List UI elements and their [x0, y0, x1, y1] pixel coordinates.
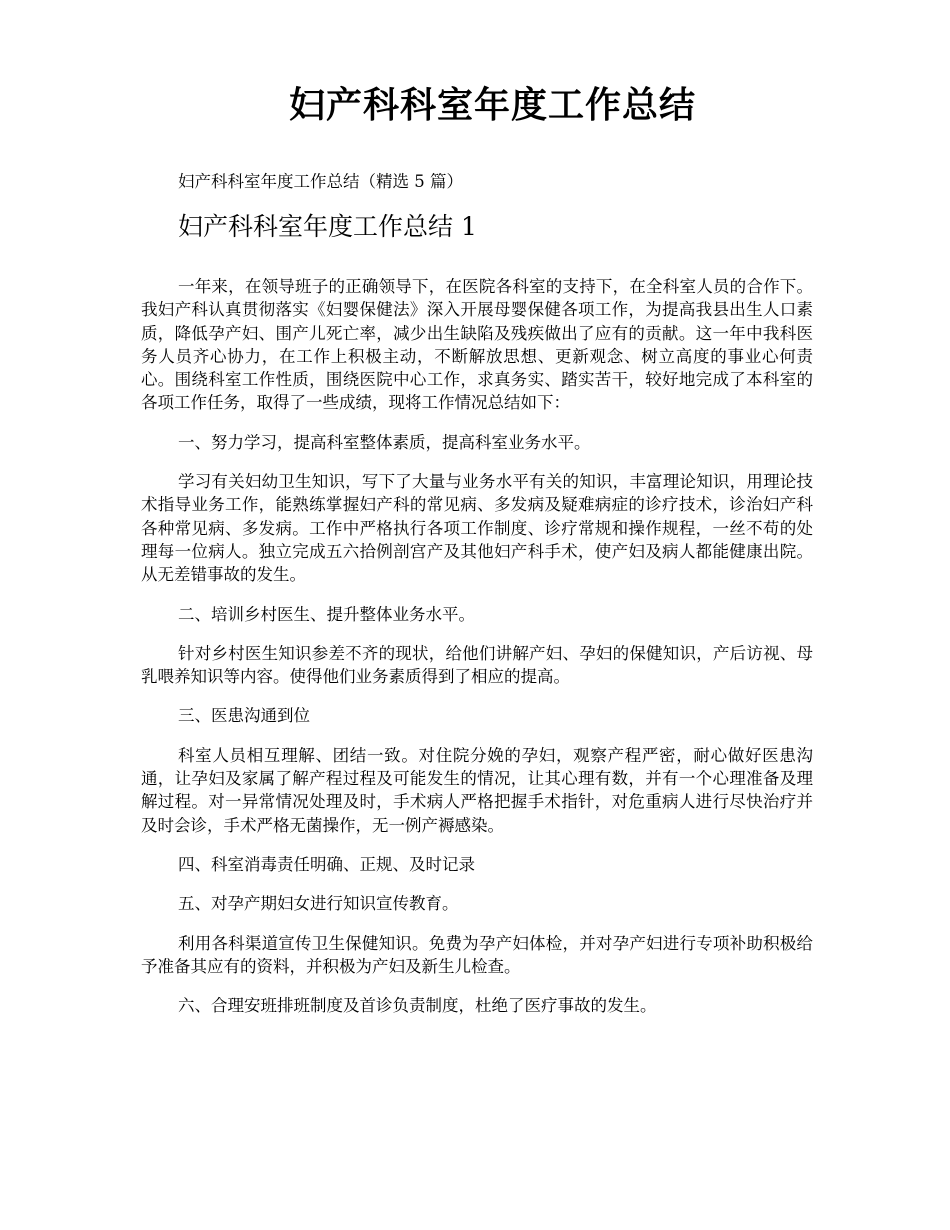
paragraph-item-5-heading: 五、对孕产期妇女进行知识宣传教育。: [178, 894, 459, 914]
document-body: [141, 275, 813, 1033]
paragraph-item-3-heading: 三、医患沟通到位: [178, 706, 310, 726]
paragraph-item-6-heading: 六、合理安班排班制度及首诊负责制度，杜绝了医疗事故的发生。: [178, 996, 657, 1016]
paragraph-item-5-body: 利用各科渠道宣传卫生保健知识。免费为孕产妇体检，并对孕产妇进行专项补助积极给予准备其应有的资料，并积极为产妇及新生儿检查。: [141, 933, 813, 976]
paragraph-item-1-body: 学习有关妇幼卫生知识，写下了大量与业务水平有关的知识，丰富理论知识，用理论技术指导业务工作，能熟练掌握妇产科的常见病、多发病及疑难病症的诊疗技术，诊治妇产科各种常见病、多发病。工作中严格执行各项工作制度、诊疗常规和操作规程，一丝不苟的处理每一位病人。独立完成五六拾例剖宫产及其他妇产科手术，使产妇及病人都能健康出院。从无差错事故的发生。: [141, 472, 813, 585]
paragraph-item-3-body: 科室人员相互理解、团结一致。对住院分娩的孕妇，观察产程严密，耐心做好医患沟通，让孕妇及家属了解产程过程及可能发生的情况，让其心理有数，并有一个心理准备及理解过程。对一异常情况处理及时，手术病人严格把握手术指针，对危重病人进行尽快治疗并及时会诊，手术严格无菌操作，无一例产褥感染。: [141, 745, 813, 835]
section-heading: 妇产科科室年度工作总结 1: [178, 212, 477, 241]
document-subtitle: 妇产科科室年度工作总结（精选 5 篇）: [178, 172, 463, 191]
paragraph-item-1-heading: 一、努力学习，提高科室整体素质，提高科室业务水平。: [178, 432, 591, 452]
paragraph-item-2-heading: 二、培训乡村医生、提升整体业务水平。: [178, 604, 475, 624]
paragraph-item-2-body: 针对乡村医生知识参差不齐的现状，给他们讲解产妇、孕妇的保健知识，产后访视、母乳喂养知识等内容。使得他们业务素质得到了相应的提高。: [141, 643, 813, 687]
paragraph-intro: 一年来，在领导班子的正确领导下，在医院各科室的支持下，在全科室人员的合作下。我妇产科认真贯彻落实《妇婴保健法》深入开展母婴保健各项工作，为提高我县出生人口素质，降低孕产妇、围产儿死亡率，减少出生缺陷及残疾做出了应有的贡献。这一年中我科医务人员齐心协力，在工作上积极主动，不断解放思想、更新观念、树立高度的事业心何责心。围绕科室工作性质，围绕医院中心工作，求真务实、踏实苦干，较好地完成了本科室的各项工作任务，取得了一些成绩，现将工作情况总结如下：: [141, 277, 813, 413]
document-title: 妇产科科室年度工作总结: [288, 84, 696, 126]
paragraph-item-4-heading: 四、科室消毒责任明确、正规、及时记录: [178, 854, 475, 874]
